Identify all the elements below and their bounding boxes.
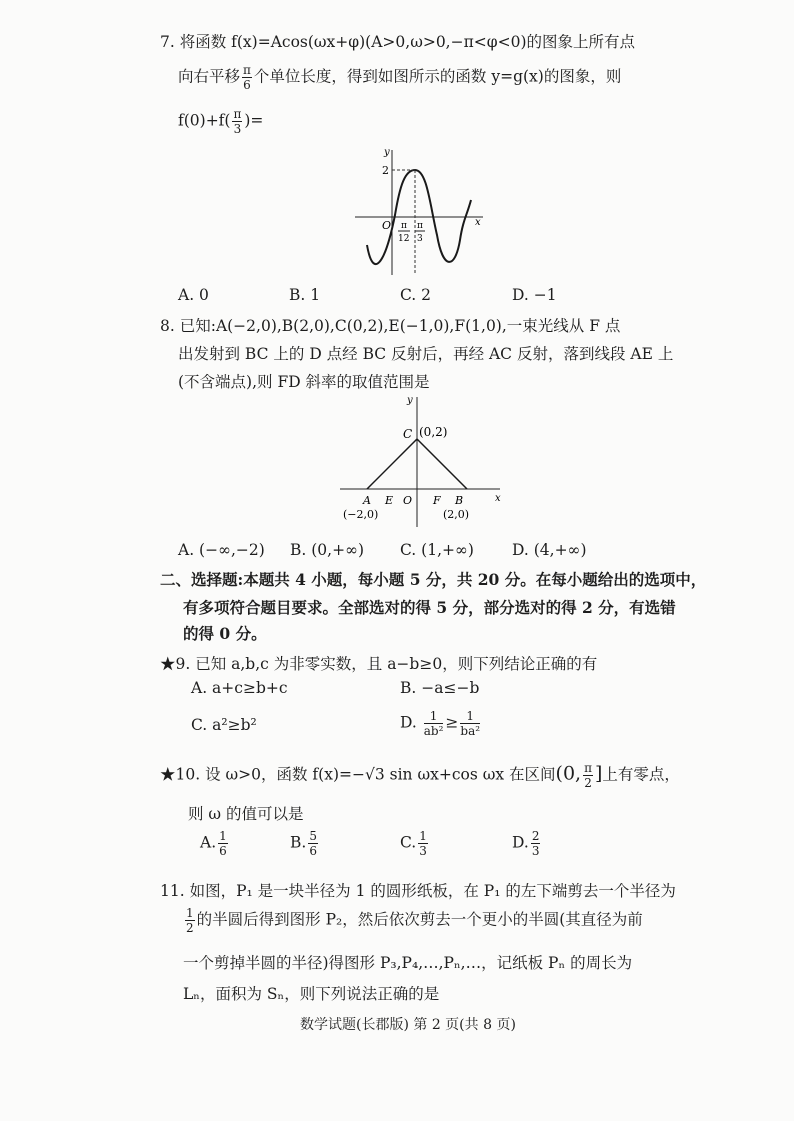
q9-option-d-frac1: $\frac{1}{\text{ab²}}$: [423, 709, 444, 738]
q7-x-tick2-den: 3: [417, 234, 423, 244]
q8-line3: (不含端点),则 FD 斜率的取值范围是: [178, 373, 430, 391]
q8-a-label: A: [363, 494, 371, 507]
q10-option-d-frac: $\frac{2}{3}$: [531, 829, 540, 858]
q8-c-label: C: [403, 427, 413, 441]
q7-option-b: B. 1: [289, 286, 321, 304]
q9-option-d-frac2: $\frac{1}{\text{ba²}}$: [460, 709, 481, 738]
q10-option-b-label: B.: [290, 833, 307, 852]
q8-line1: 8. 已知:A(−2,0),B(2,0),C(0,2),E(−1,0),F(1,0),一束光线从 F 点: [160, 317, 621, 335]
q8-b-label: B: [455, 494, 464, 507]
q10-option-a-frac: $\frac{1}{6}$: [219, 829, 227, 858]
q10-line1-text-a: ★10. 设 ω>0，函数 f(x)=−√3 sin ωx+cos ωx 在区间: [160, 765, 556, 784]
q11-line2: [183, 907, 643, 934]
q9-option-a: A. a+c≥b+c: [191, 679, 288, 697]
q10-line2: 则 ω 的值可以是: [188, 805, 304, 823]
q9-option-c: C. a²≥b²: [191, 716, 257, 734]
q7-line2-text-b: 个单位长度，得到如图所示的函数 y=g(x)的图象，则: [253, 67, 622, 86]
q7-line3: [178, 108, 263, 135]
q11-line4: Lₙ，面积为 Sₙ，则下列说法正确的是: [183, 985, 440, 1003]
q9-option-d: [400, 710, 482, 737]
q8-x-label: x: [495, 493, 501, 504]
q7-line2: [178, 64, 621, 91]
section2-line2: 有多项符合题目要求。全部选对的得 5 分，部分选对的得 2 分，有选错: [183, 598, 676, 617]
q7-x-tick1-den: 12: [398, 234, 410, 244]
q11-line2-fraction: $\frac{1}{2}$: [186, 906, 194, 935]
q8-option-d: D. (4,+∞): [512, 541, 587, 559]
q7-line2-text-a: 向右平移: [178, 67, 241, 86]
q7-shift-fraction: $\frac{\pi}{6}$: [243, 63, 251, 92]
q10-option-c-label: C.: [400, 833, 417, 852]
q10-option-c-frac: $\frac{1}{3}$: [419, 829, 427, 858]
q7-x-tick1-num: π: [401, 221, 407, 231]
q8-option-b: B. (0,+∞): [290, 541, 365, 559]
q11-line1: 11. 如图，P₁ 是一块半径为 1 的圆形纸板，在 P₁ 的左下端剪去一个半径为: [160, 882, 676, 900]
q7-x-label: x: [475, 217, 481, 228]
q10-option-b: [290, 830, 320, 857]
q8-o-label: O: [403, 494, 413, 507]
q8-c-coord: (0,2): [419, 425, 448, 439]
q7-graph: [355, 145, 490, 280]
q9-option-d-label: D.: [400, 713, 417, 732]
q10-line1: [160, 762, 680, 789]
q8-line2: 出发射到 BC 上的 D 点经 BC 反射后，再经 AC 反射，落到线段 AE 上: [178, 345, 674, 363]
q10-line1-text-b: 上有零点，: [602, 765, 680, 784]
q7-y-tick-2: 2: [382, 164, 389, 177]
q7-option-d: D. −1: [512, 286, 557, 304]
q8-segment-cb: [417, 439, 467, 489]
q8-option-c: C. (1,+∞): [400, 541, 474, 559]
q10-interval-close: ]: [594, 762, 603, 785]
q7-x-tick2-num: π: [417, 221, 423, 231]
q8-segment-ac: [367, 439, 417, 489]
q10-interval-open: (0,: [555, 762, 582, 785]
q7-line3-text-a: f(0)+f(: [178, 111, 231, 130]
q9-option-d-ge: ≥: [445, 713, 459, 732]
q9-line1: ★9. 已知 a,b,c 为非零实数，且 a−b≥0，则下列结论正确的有: [160, 655, 598, 673]
q8-e-label: E: [385, 494, 394, 507]
q10-option-d: [512, 830, 542, 857]
q10-interval-fraction: $\frac{\pi}{2}$: [584, 761, 592, 790]
q8-y-label: y: [407, 395, 413, 406]
q11-line3: 一个剪掉半圆的半径)得图形 P₃,P₄,…,Pₙ,…，记纸板 Pₙ 的周长为: [183, 954, 633, 972]
q10-option-b-frac: $\frac{5}{6}$: [309, 829, 317, 858]
q8-a-coord: (−2,0): [343, 508, 379, 521]
q8-graph: [335, 392, 510, 532]
q10-option-a: [200, 830, 230, 857]
q7-line3-fraction: $\frac{\pi}{3}$: [233, 107, 242, 136]
q7-origin-label: O: [382, 219, 392, 232]
q10-option-d-label: D.: [512, 833, 529, 852]
q10-option-c: [400, 830, 430, 857]
page-footer: 数学试题(长郡版) 第 2 页(共 8 页): [300, 1017, 516, 1033]
q10-option-a-label: A.: [200, 833, 217, 852]
q7-y-label: y: [384, 147, 390, 158]
q7-line1: 7. 将函数 f(x)=Acos(ωx+φ)(A>0,ω>0,−π<φ<0)的图象上所有点: [160, 33, 636, 51]
q7-line3-text-b: )=: [244, 111, 264, 130]
section2-line1: 二、选择题:本题共 4 小题，每小题 5 分，共 20 分。在每小题给出的选项中，: [160, 570, 707, 589]
q7-option-a: A. 0: [178, 286, 209, 304]
q9-option-b: B. −a≤−b: [400, 679, 480, 697]
q8-b-coord: (2,0): [443, 508, 470, 521]
q8-option-a: A. (−∞,−2): [178, 541, 265, 559]
q11-line2-text: 的半圆后得到图形 P₂，然后依次剪去一个更小的半圆(其直径为前: [196, 910, 643, 929]
q7-option-c: C. 2: [400, 286, 432, 304]
q8-f-label: F: [433, 494, 441, 507]
section2-line3: 的得 0 分。: [183, 624, 267, 643]
